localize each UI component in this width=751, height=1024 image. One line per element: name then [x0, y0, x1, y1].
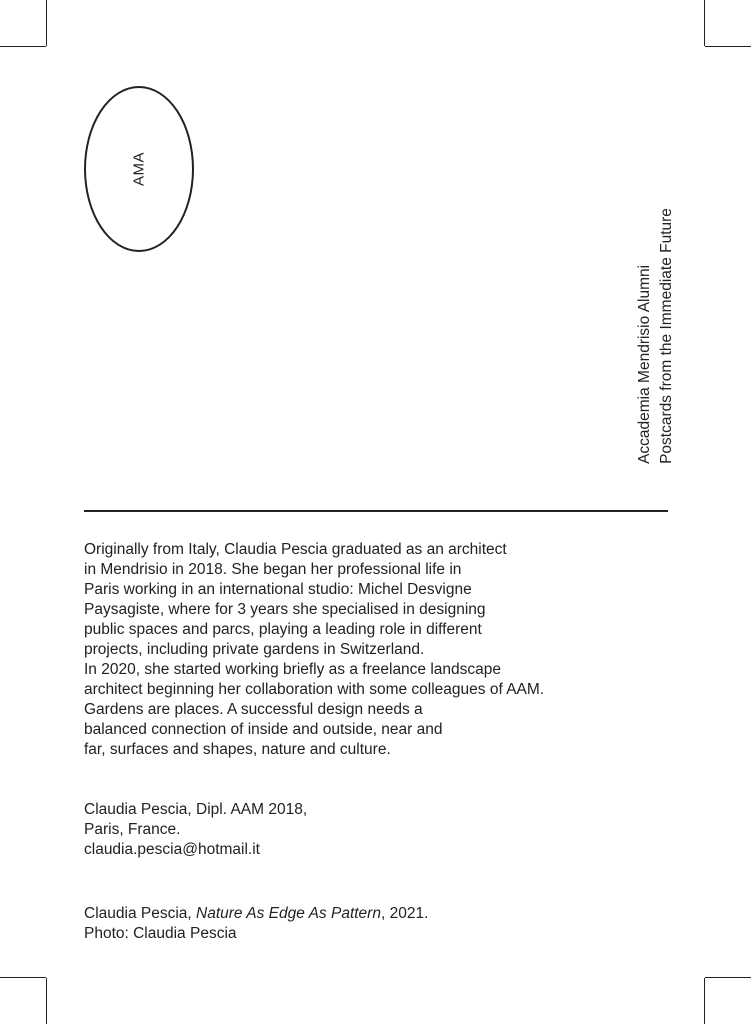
contact-block	[84, 800, 664, 860]
bio-line: In 2020, she started working briefly as a freelance landscape	[84, 661, 502, 678]
side-title	[634, 208, 678, 464]
logo-text: AMA	[130, 151, 148, 187]
credit-line	[84, 904, 664, 924]
bio-line: balanced connection of inside and outside, near and	[84, 721, 443, 738]
bio-line: Paysagiste, where for 3 years she specialised in designing	[84, 601, 486, 618]
contact-location: Paris, France.	[84, 821, 181, 838]
side-title-line-2: Postcards from the Immediate Future	[658, 208, 675, 464]
credit-work-title: Nature As Edge As Pattern	[196, 905, 381, 922]
bio-paragraph	[84, 540, 664, 760]
bio-line: public spaces and parcs, playing a leading role in different	[84, 621, 482, 638]
credit-year: , 2021.	[380, 905, 429, 922]
credit-author: Claudia Pescia,	[84, 905, 197, 922]
bio-line: far, surfaces and shapes, nature and culture.	[84, 741, 391, 758]
crop-mark	[705, 46, 751, 47]
bio-line: architect beginning her collaboration with some colleagues of AAM.	[84, 681, 545, 698]
crop-mark	[46, 0, 47, 46]
crop-mark	[46, 978, 47, 1024]
crop-mark	[704, 0, 705, 46]
bio-line: in Mendrisio in 2018. She began her professional life in	[84, 561, 462, 578]
horizontal-rule	[84, 510, 668, 512]
credit-photo: Photo: Claudia Pescia	[84, 925, 237, 942]
ama-logo	[84, 86, 194, 252]
bio-line: Paris working in an international studio: Michel Desvigne	[84, 581, 472, 598]
crop-mark	[705, 977, 751, 978]
bio-line: Originally from Italy, Claudia Pescia graduated as an architect	[84, 541, 507, 558]
crop-mark	[0, 46, 46, 47]
crop-mark	[704, 978, 705, 1024]
contact-name: Claudia Pescia, Dipl. AAM 2018,	[84, 801, 308, 818]
bio-line: Gardens are places. A successful design needs a	[84, 701, 423, 718]
crop-mark	[0, 977, 46, 978]
side-title-line-1: Accademia Mendrisio Alumni	[636, 264, 653, 464]
image-credit	[84, 904, 664, 944]
contact-email: claudia.pescia@hotmail.it	[84, 841, 260, 858]
bio-line: projects, including private gardens in Switzerland.	[84, 641, 425, 658]
